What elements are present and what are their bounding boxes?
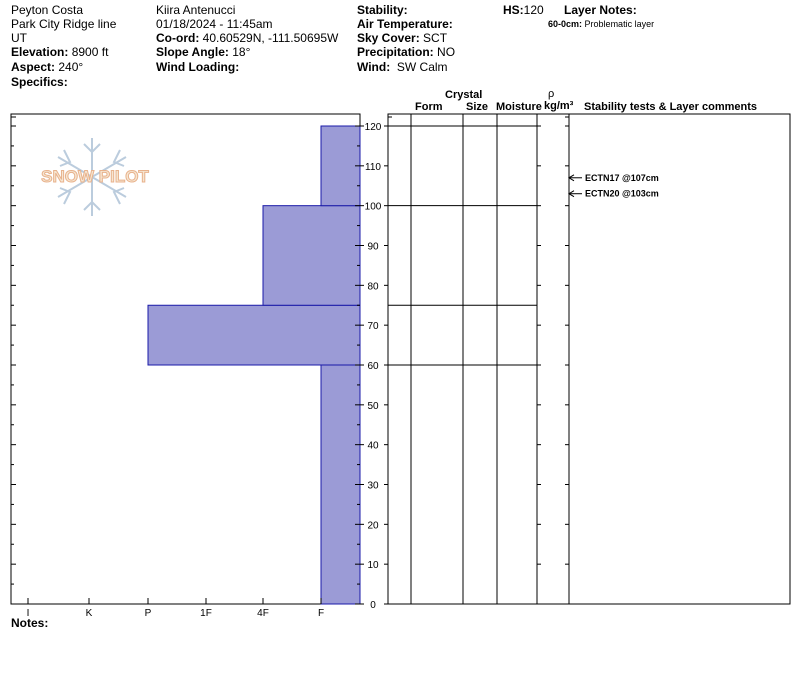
size-header: Size xyxy=(466,101,489,113)
hs-label: HS: xyxy=(503,3,524,17)
form-header: Form xyxy=(415,101,443,113)
logo-text: SNOW PILOT xyxy=(41,167,149,186)
aspect-value: 240° xyxy=(58,60,84,74)
stability-test-label-0: ECTN17 @107cm xyxy=(585,172,659,183)
elevation-value: 8900 ft xyxy=(71,45,109,59)
state-name: UT xyxy=(11,31,27,45)
precip-value: NO xyxy=(437,45,456,59)
stability-test-label-1: ECTN20 @103cm xyxy=(585,188,659,199)
y-tick-label-60: 60 xyxy=(367,361,379,372)
hardness-bar-2 xyxy=(263,206,360,306)
y-tick-label-100: 100 xyxy=(364,201,382,213)
elevation-label: Elevation: xyxy=(11,45,69,59)
aspect-label: Aspect: xyxy=(11,60,56,74)
stability-label: Stability: xyxy=(357,3,408,17)
sky-value: SCT xyxy=(423,31,448,45)
layer-table-frame xyxy=(388,114,790,604)
y-tick-label-50: 50 xyxy=(367,400,379,412)
x-tick-label-K: K xyxy=(85,608,93,619)
wind-label: Wind: xyxy=(357,60,391,74)
sky-label: Sky Cover: xyxy=(357,31,420,45)
x-tick-label-4F: 4F xyxy=(257,608,269,619)
y-tick-label-20: 20 xyxy=(367,520,379,532)
observer-name: Peyton Costa xyxy=(11,3,84,17)
crystal-header: Crystal xyxy=(445,89,483,101)
x-tick-label-F: F xyxy=(317,608,325,619)
y-tick-label-70: 70 xyxy=(367,321,379,333)
hs-value: 120 xyxy=(523,3,544,17)
slope-label: Slope Angle: xyxy=(156,45,229,59)
y-tick-label-0: 0 xyxy=(370,600,376,611)
y-tick-label-10: 10 xyxy=(367,560,379,572)
precip-label: Precipitation: xyxy=(357,45,434,59)
y-tick-label-80: 80 xyxy=(367,281,379,293)
wind-value: SW Calm xyxy=(396,60,448,74)
wind-loading-label: Wind Loading: xyxy=(156,60,240,74)
x-tick-label-I: I xyxy=(26,608,30,619)
x-tick-label-P: P xyxy=(144,608,152,619)
partner-name: Kiira Antenucci xyxy=(156,3,236,17)
y-tick-label-30: 30 xyxy=(367,480,379,492)
notes-label: Notes: xyxy=(11,616,49,630)
y-tick-label-120: 120 xyxy=(364,122,382,133)
air-temp-label: Air Temperature: xyxy=(357,17,453,31)
y-tick-label-110: 110 xyxy=(365,161,381,173)
x-tick-label-1F: 1F xyxy=(200,608,212,619)
specifics-label: Specifics: xyxy=(11,75,68,89)
rho-header: ρ xyxy=(548,88,555,100)
stability-tests-header: Stability tests & Layer comments xyxy=(584,101,758,113)
slope-value: 18° xyxy=(232,45,251,59)
layer-note-range: 60-0cm: xyxy=(548,19,583,29)
hardness-bar-0 xyxy=(321,365,360,604)
layer-note-text: Problematic layer xyxy=(584,19,655,29)
y-tick-label-40: 40 xyxy=(367,440,379,452)
hardness-bar-3 xyxy=(321,126,360,206)
layer-notes-label: Layer Notes: xyxy=(564,3,637,17)
observation-datetime: 01/18/2024 - 11:45am xyxy=(156,17,273,31)
coord-label: Co-ord: xyxy=(156,31,200,45)
y-tick-label-90: 90 xyxy=(367,241,379,253)
hardness-bar-1 xyxy=(148,305,360,365)
coord-value: 40.60529N, -111.50695W xyxy=(202,31,339,45)
density-unit-header: kg/m³ xyxy=(544,100,574,112)
moisture-header: Moisture xyxy=(496,101,542,113)
location-name: Park City Ridge line xyxy=(11,17,117,31)
